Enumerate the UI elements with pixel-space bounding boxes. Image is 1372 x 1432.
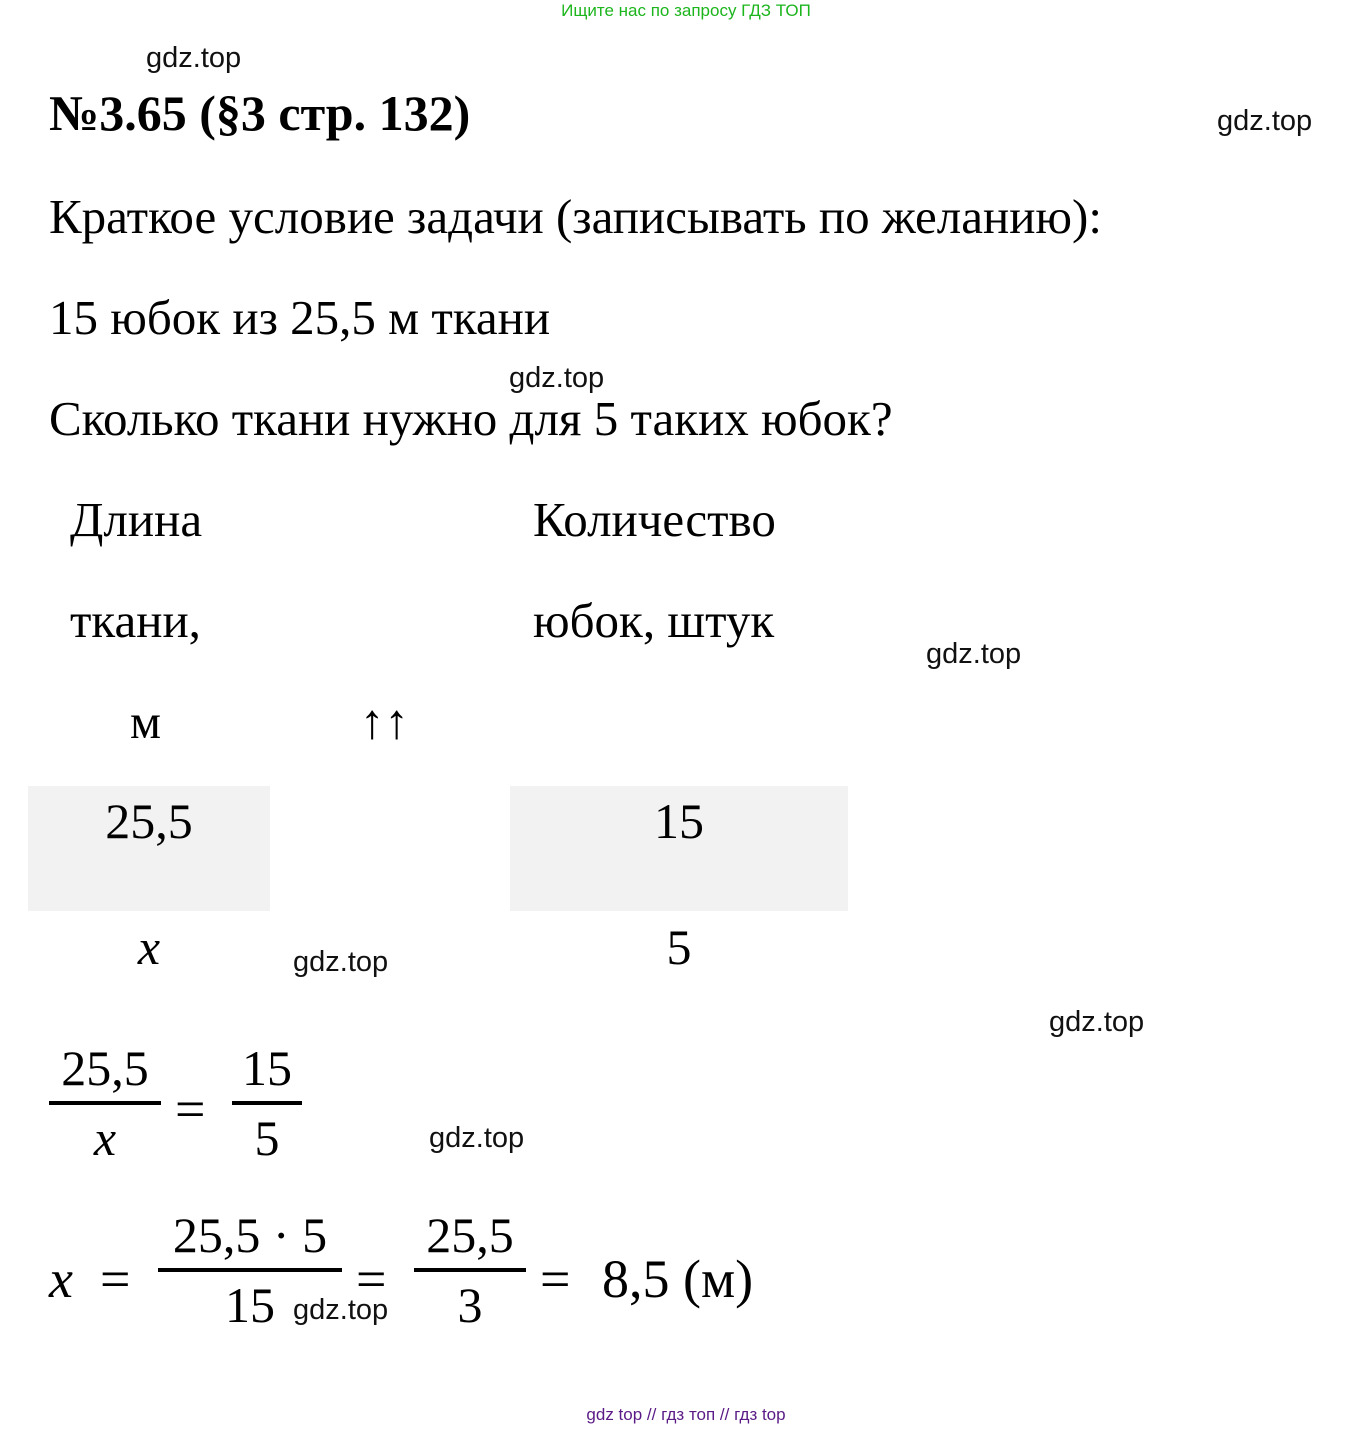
solution-variable: x (49, 1249, 73, 1309)
watermark: gdz.top (1049, 1006, 1145, 1038)
fraction-denominator: 3 (457, 1277, 483, 1333)
proportion-right-fraction (232, 1040, 302, 1166)
cell-length-known: 25,5 (105, 793, 193, 849)
watermark: gdz.top (293, 946, 389, 978)
fraction-denominator: 15 (225, 1277, 275, 1333)
solution-fraction-2 (414, 1207, 526, 1333)
equals-sign: = (175, 1079, 206, 1139)
fraction-numerator: 25,5 · 5 (172, 1207, 328, 1263)
watermark: gdz.top (926, 638, 1022, 670)
equals-sign: = (540, 1249, 571, 1309)
watermark: gdz.top (146, 42, 242, 74)
watermark: gdz.top (509, 362, 605, 394)
fraction-denominator: x (93, 1110, 117, 1166)
fraction-numerator: 25,5 (61, 1040, 149, 1096)
page-title: №3.65 (§3 стр. 132) (49, 85, 471, 141)
col1-header-line1: Длина (70, 492, 203, 547)
fraction-bar (414, 1268, 526, 1272)
fraction-bar (232, 1101, 302, 1105)
top-banner: Ищите нас по запросу ГДЗ ТОП (561, 1, 811, 20)
col1-header-line2: ткани, (70, 593, 201, 648)
fraction-numerator: 15 (242, 1040, 292, 1096)
direction-arrows: ↑↑ (360, 694, 409, 749)
equals-sign: = (100, 1249, 131, 1309)
solution-result: 8,5 (м) (602, 1249, 754, 1309)
watermark: gdz.top (293, 1294, 389, 1326)
fraction-numerator: 25,5 (426, 1207, 514, 1263)
question-text: Сколько ткани нужно для 5 таких юбок? (49, 391, 893, 446)
fraction-bar (49, 1101, 161, 1105)
col1-header-unit: м (130, 694, 162, 749)
cell-count-new: 5 (666, 919, 692, 975)
fraction-denominator: 5 (254, 1110, 280, 1166)
footer-links: gdz top // гдз топ // гдз top (586, 1405, 786, 1424)
condition-heading: Краткое условие задачи (записывать по желанию): (49, 189, 1102, 244)
cell-length-unknown: x (137, 919, 161, 975)
equals-sign: = (356, 1249, 387, 1309)
watermark: gdz.top (429, 1122, 525, 1154)
watermark: gdz.top (1217, 105, 1313, 137)
given-text: 15 юбок из 25,5 м ткани (49, 290, 551, 345)
fraction-bar (158, 1268, 342, 1272)
col2-header-line2: юбок, штук (533, 593, 775, 648)
col2-header-line1: Количество (533, 492, 776, 547)
proportion-left-fraction (49, 1040, 161, 1166)
cell-count-known: 15 (654, 793, 704, 849)
